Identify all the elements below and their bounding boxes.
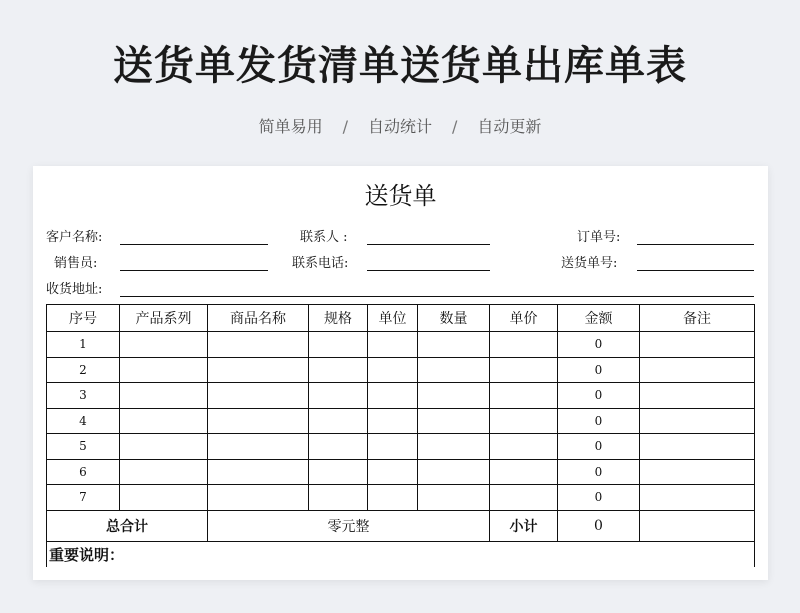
subtotal-label: 小计: [490, 510, 558, 541]
tag-separator: /: [452, 117, 458, 136]
spec-cell[interactable]: [309, 332, 368, 358]
customer-name-field[interactable]: [120, 244, 268, 245]
header-no: 序号: [47, 305, 120, 332]
spec-cell[interactable]: [309, 434, 368, 460]
notes-row: [47, 541, 755, 567]
product-name-cell[interactable]: [208, 332, 309, 358]
address-label: 收货地址:: [46, 282, 103, 297]
delivery-no-field[interactable]: [637, 270, 754, 271]
row-number: 4: [47, 408, 120, 434]
series-cell[interactable]: [120, 357, 208, 383]
unit-price-cell[interactable]: [490, 408, 558, 434]
spec-cell[interactable]: [309, 459, 368, 485]
spec-cell[interactable]: [309, 383, 368, 409]
row-number: 5: [47, 434, 120, 460]
spec-cell[interactable]: [309, 357, 368, 383]
header-quantity: 数量: [418, 305, 490, 332]
order-no-label: 订单号:: [577, 230, 621, 245]
unit-price-cell[interactable]: [490, 357, 558, 383]
tag-separator: /: [342, 117, 348, 136]
remarks-cell[interactable]: [640, 459, 755, 485]
form-title: 送货单: [364, 182, 437, 210]
quantity-cell[interactable]: [418, 357, 490, 383]
spec-cell[interactable]: [309, 408, 368, 434]
total-row: [47, 510, 755, 541]
product-name-cell[interactable]: [208, 357, 309, 383]
series-cell[interactable]: [120, 383, 208, 409]
series-cell[interactable]: [120, 408, 208, 434]
product-name-cell[interactable]: [208, 383, 309, 409]
series-cell[interactable]: [120, 332, 208, 358]
header-spec: 规格: [309, 305, 368, 332]
unit-cell[interactable]: [368, 383, 418, 409]
amount-cell: 0: [558, 459, 640, 485]
quantity-cell[interactable]: [418, 332, 490, 358]
unit-cell[interactable]: [368, 332, 418, 358]
table-row: [47, 357, 755, 383]
tag-easy: 简单易用: [258, 117, 323, 136]
row-number: 3: [47, 383, 120, 409]
notes-label: 重要说明：: [47, 541, 755, 567]
product-name-cell[interactable]: [208, 434, 309, 460]
tag-auto-update: 自动更新: [477, 117, 542, 136]
table-row: [47, 408, 755, 434]
remarks-cell[interactable]: [640, 434, 755, 460]
unit-cell[interactable]: [368, 357, 418, 383]
header-unit-price: 单价: [490, 305, 558, 332]
address-field[interactable]: [120, 296, 754, 297]
quantity-cell[interactable]: [418, 459, 490, 485]
table-row: [47, 434, 755, 460]
contact-phone-field[interactable]: [367, 270, 490, 271]
series-cell[interactable]: [120, 459, 208, 485]
table-row: [47, 332, 755, 358]
table-row: [47, 459, 755, 485]
contact-phone-label: 联系电话:: [292, 256, 349, 271]
series-cell[interactable]: [120, 485, 208, 511]
total-in-words: 零元整: [208, 510, 490, 541]
amount-cell: 0: [558, 408, 640, 434]
tagline: [0, 114, 800, 137]
contact-field[interactable]: [367, 244, 490, 245]
table-header-row: [47, 305, 755, 332]
tag-auto-stat: 自动统计: [367, 117, 432, 136]
customer-name-label: 客户名称:: [46, 230, 103, 245]
quantity-cell[interactable]: [418, 434, 490, 460]
table-row: [47, 485, 755, 511]
unit-price-cell[interactable]: [490, 459, 558, 485]
unit-price-cell[interactable]: [490, 383, 558, 409]
delivery-note-sheet: [33, 166, 768, 580]
contact-label: 联系人 :: [300, 230, 348, 245]
unit-cell[interactable]: [368, 434, 418, 460]
header-remarks: 备注: [640, 305, 755, 332]
amount-cell: 0: [558, 383, 640, 409]
remarks-cell[interactable]: [640, 485, 755, 511]
remarks-cell[interactable]: [640, 383, 755, 409]
unit-cell[interactable]: [368, 485, 418, 511]
product-name-cell[interactable]: [208, 485, 309, 511]
quantity-cell[interactable]: [418, 408, 490, 434]
page-title: 送货单发货清单送货单出库单表: [113, 43, 687, 89]
header-unit: 单位: [368, 305, 418, 332]
header-product-name: 商品名称: [208, 305, 309, 332]
quantity-cell[interactable]: [418, 485, 490, 511]
delivery-no-label: 送货单号:: [561, 256, 618, 271]
unit-price-cell[interactable]: [490, 434, 558, 460]
salesperson-label: 销售员:: [54, 256, 98, 271]
remarks-cell[interactable]: [640, 408, 755, 434]
row-number: 2: [47, 357, 120, 383]
subtotal-value: 0: [558, 510, 640, 541]
order-no-field[interactable]: [637, 244, 754, 245]
amount-cell: 0: [558, 485, 640, 511]
amount-cell: 0: [558, 434, 640, 460]
product-name-cell[interactable]: [208, 408, 309, 434]
items-table: [46, 304, 755, 567]
unit-price-cell[interactable]: [490, 332, 558, 358]
quantity-cell[interactable]: [418, 383, 490, 409]
table-row: [47, 383, 755, 409]
series-cell[interactable]: [120, 434, 208, 460]
product-name-cell[interactable]: [208, 459, 309, 485]
row-number: 7: [47, 485, 120, 511]
remarks-cell[interactable]: [640, 332, 755, 358]
spec-cell[interactable]: [309, 485, 368, 511]
amount-cell: 0: [558, 357, 640, 383]
unit-price-cell[interactable]: [490, 485, 558, 511]
row-number: 1: [47, 332, 120, 358]
total-label: 总合计: [47, 510, 208, 541]
salesperson-field[interactable]: [120, 270, 268, 271]
row-number: 6: [47, 459, 120, 485]
total-remarks-cell[interactable]: [640, 510, 755, 541]
unit-cell[interactable]: [368, 408, 418, 434]
remarks-cell[interactable]: [640, 357, 755, 383]
amount-cell: 0: [558, 332, 640, 358]
header-amount: 金额: [558, 305, 640, 332]
header-series: 产品系列: [120, 305, 208, 332]
unit-cell[interactable]: [368, 459, 418, 485]
